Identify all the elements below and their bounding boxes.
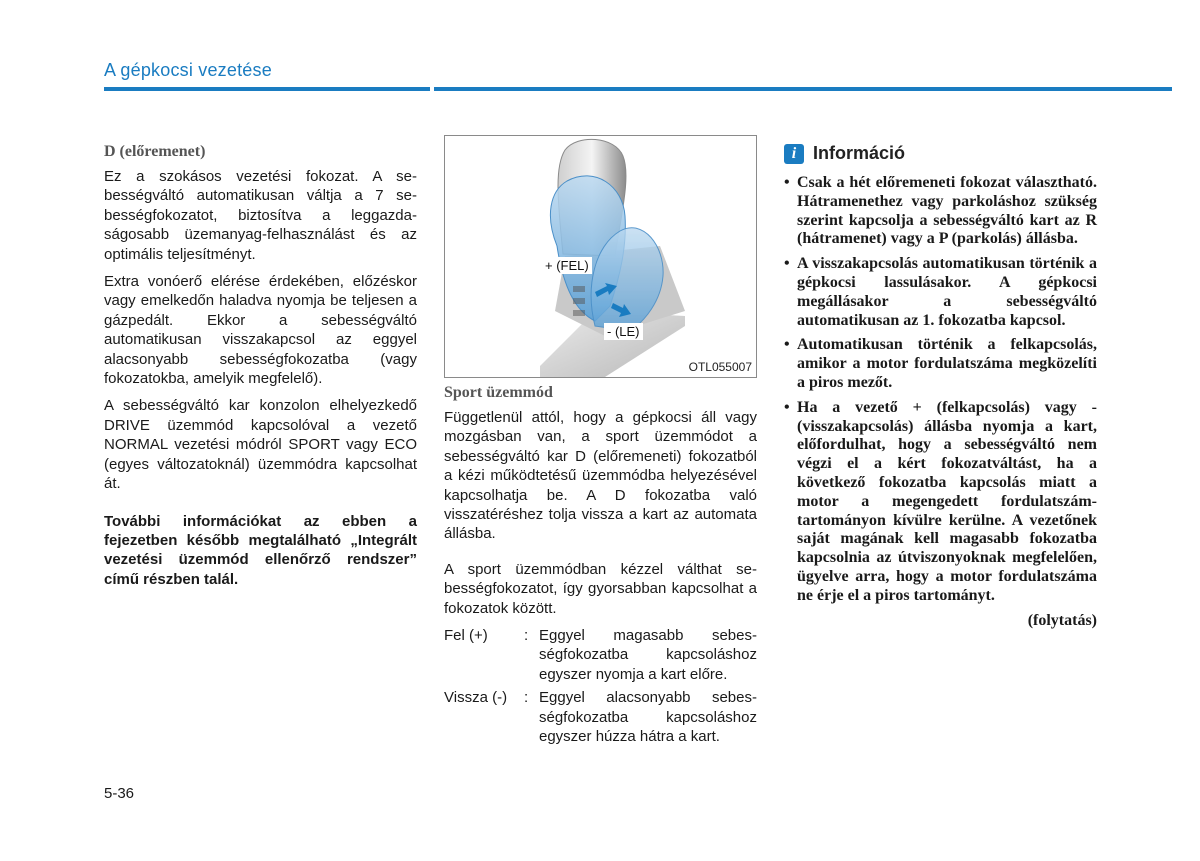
- section-title: A gépkocsi vezetése: [104, 60, 272, 80]
- shift-key: Fel (+): [444, 627, 488, 645]
- shift-key: Vissza (-): [444, 689, 508, 707]
- sport-mode-paragraph-1: Függetlenül attól, hogy a gépkocsi áll vagy mozgásban van, a sport üzemmódot a sebességváltó kar D (előremeneti) fokozatból a kézi működtetésű üzemmódba helyezésével kapcsolhatja be. A D fokozatba való visszatéréshez tolja vissza a kart az automata állásba.: [444, 409, 757, 543]
- d-gear-paragraph-1: Ez a szokásos vezetési fokozat. A sebességváltó automatikusan váltja a 7 sebességfokozatot, biztosítva a leggazdaságosabb üzemanyag-felhasználást és az optimális teljesítményt.: [104, 168, 417, 263]
- info-column: [784, 143, 1097, 630]
- sport-mode-paragraph-2: A sport üzemmódban kézzel válthat sebességfokozatot, így gyorsabban kapcsolhat a fokozatok között.: [444, 560, 757, 617]
- info-item: • Csak a hét előremeneti fokozat választható. Hátramenethez vagy parkoláshoz szükség szerint kapcsolja a sebességváltó kart az R (hátramenet) vagy a P (parkolás) állásba.: [784, 174, 1097, 249]
- shift-up-label: + (FEL): [542, 257, 592, 274]
- shift-description: Eggyel magasabb sebességfokozatba kapcsoláshoz egyszer nyomja a kart előre.: [539, 627, 757, 683]
- continued-label: (folytatás): [1027, 611, 1097, 629]
- shift-colon: :: [524, 627, 529, 645]
- shift-description: Eggyel alacsonyabb sebességfokozatba kapcsoláshoz egyszer húzza hátra a kart.: [539, 689, 757, 746]
- middle-column: [444, 143, 757, 751]
- header-rule-long: [434, 87, 1172, 91]
- left-column: [104, 143, 417, 597]
- info-item: • Automatikusan történik a felkapcsolás, amikor a motor fordulatszáma megközelíti a piros mezőt.: [784, 336, 1097, 392]
- shift-colon: :: [524, 689, 529, 707]
- gear-shift-figure: [444, 135, 757, 378]
- shift-down-label: - (LE): [604, 323, 643, 340]
- d-gear-paragraph-2: Extra vonóerő elérése érdekében, előzéskor vagy emelkedőn haladva nyomja be teljesen a gázpedált. Ekkor a sebességváltó automatikusan visszakapcsol az eggyel alacsonyabb sebességfokozatba (vagy fokozatokba, amelyik megfelelő).: [104, 273, 417, 388]
- info-title: Információ: [813, 143, 906, 163]
- figure-code: OTL055007: [688, 360, 752, 374]
- info-item: • A visszakapcsolás automatikusan történik a gépkocsi lassulásakor. A gépkocsi megállásakor a sebességváltó automatikusan az 1. fokozatba kapcsol.: [784, 255, 1097, 330]
- cross-reference-note: További információkat az ebben a fejezetben később megtalálható „Integrált vezetési üzemmód ellenőrző rendszer” című részben talál.: [104, 512, 417, 588]
- d-gear-heading: D (előremenet): [104, 143, 206, 160]
- gear-shift-lever-illustration: [445, 136, 756, 377]
- page-number: 5-36: [104, 785, 135, 802]
- info-item: • Ha a vezető + (felkapcsolás) vagy - (visszakapcsolás) állásba nyomja a kart, előfordulhat, hogy a sebességváltó nem végzi el a kért fokozatváltást, ha a következő fokozatba kapcsolás miatt a motor a megengedett fordulatszám-tartományon kívülre kerülne. A vezetőnek saját magának kell magasabb fokozatba kapcsolnia az útviszonyoknak megfelelően, ügyelve arra, hogy a motor fordulatszáma ne érje el a piros tartományt.: [784, 399, 1097, 606]
- info-icon: i: [784, 144, 804, 164]
- info-list: [784, 174, 1097, 606]
- shift-row-up: [444, 626, 757, 684]
- header-rule-short: [104, 87, 430, 91]
- d-gear-paragraph-3: A sebességváltó kar konzolon elhelyezkedő DRIVE üzemmód kapcsolóval a vezető NORMAL vezetési módról SPORT vagy ECO (egyes változatoknál) üzemmódra kapcsolhat át.: [104, 397, 417, 493]
- sport-mode-heading: Sport üzemmód: [444, 384, 553, 401]
- shift-row-down: [444, 688, 757, 746]
- info-header: [784, 143, 1097, 164]
